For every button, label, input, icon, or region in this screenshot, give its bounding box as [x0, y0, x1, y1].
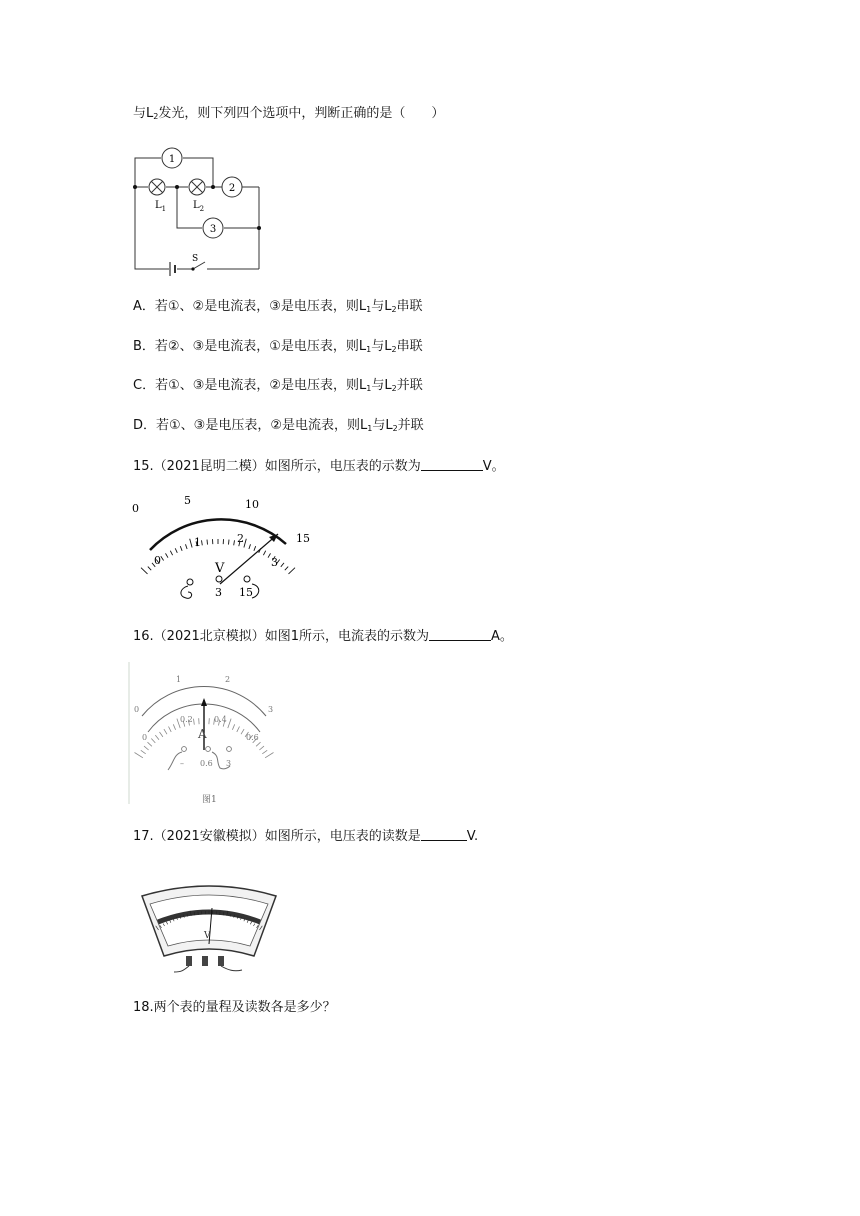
scale-tick: [141, 750, 146, 754]
lamp-l2-label: $L_2$: [193, 200, 205, 213]
scale-tick: [161, 556, 164, 560]
terminal-3-label: 3: [226, 759, 232, 768]
scale-tick: [232, 724, 234, 730]
terminal-3: [227, 747, 232, 752]
scale-tick: [190, 539, 192, 548]
scale-tick: [155, 735, 159, 740]
scale-tick: [169, 727, 172, 732]
terminal-minus: [182, 747, 187, 752]
scale-tick: [148, 567, 151, 571]
answer-blank-15[interactable]: [421, 458, 483, 471]
wire-left: [181, 586, 192, 598]
outer-label-2: 2: [225, 675, 231, 684]
outer-label-1: 1: [176, 675, 182, 684]
scale-tick: [259, 746, 264, 750]
meter-3-label: 3: [209, 224, 217, 235]
pointer-tip: [201, 698, 207, 706]
question-18: 18.两个表的量程及读数各是多少？: [133, 1000, 336, 1015]
scale-tick: [166, 553, 169, 557]
inner-label-0.4: 0.4: [214, 715, 227, 724]
wire-right: [252, 584, 259, 598]
terminal-minus: [187, 579, 193, 585]
answer-blank-17[interactable]: [421, 828, 467, 841]
scale-tick: [202, 540, 203, 545]
lamp-l1-label: $L_1$: [155, 200, 167, 213]
question-intro: 与$L_2$发光，则下列四个选项中，判断正确的是（ ）: [133, 106, 445, 121]
scale-tick: [241, 729, 244, 734]
scale-tick: [244, 539, 246, 548]
terminal-15: [244, 576, 250, 582]
terminal-0.6: [206, 747, 211, 752]
scale-tick: [141, 568, 148, 574]
scale-tick: [228, 719, 231, 729]
scale-tick: [265, 753, 273, 758]
scale-tick: [135, 753, 143, 758]
inner-label-3: 3: [271, 556, 278, 569]
scale-tick: [249, 544, 251, 549]
outer-label-3: 3: [268, 705, 274, 714]
scale-tick: [207, 540, 208, 545]
scale-tick: [164, 729, 167, 734]
lamp-l2: [189, 179, 205, 195]
outer-label-0: 0: [134, 705, 140, 714]
scale-tick: [237, 727, 240, 732]
inner-label-2: 2: [237, 532, 244, 545]
lamp-l1: [149, 179, 165, 195]
outer-label-10: 10: [245, 498, 259, 511]
terminal-3-label: 3: [215, 586, 222, 599]
inner-label-1: 1: [194, 536, 201, 549]
meter-1-label: 1: [168, 154, 176, 165]
answer-blank-16[interactable]: [429, 628, 491, 641]
terminal-0.6-label: 0.6: [200, 759, 213, 768]
scale-tick: [256, 742, 260, 746]
scale-tick: [262, 750, 267, 754]
scale-tick: [186, 544, 188, 549]
scale-tick: [194, 719, 195, 725]
terminal-15-label: 15: [239, 586, 253, 599]
question-15: 15.（2021昆明二模）如图所示，电压表的示数为 V。: [133, 459, 505, 474]
outer-label-15: 15: [296, 532, 310, 545]
terminal-minus: [186, 956, 192, 966]
voltmeter-symbol: V: [215, 561, 225, 576]
scale-tick: [263, 551, 265, 556]
inner-label-0: 0: [142, 733, 148, 742]
voltmeter-symbol: V: [204, 931, 211, 941]
scale-tick: [170, 551, 172, 556]
scale-tick: [148, 742, 152, 746]
circuit-diagram: [125, 140, 275, 280]
outer-label-5: 5: [184, 494, 191, 507]
inner-label-0.6: 0.6: [246, 733, 259, 742]
scale-tick: [285, 567, 288, 571]
scale-tick: [144, 746, 149, 750]
terminal-minus-label: –: [180, 759, 184, 768]
voltmeter-figure-15: [128, 492, 318, 604]
scale-tick: [289, 568, 296, 574]
outer-label-0: 0: [132, 502, 139, 515]
terminal-3: [202, 956, 208, 966]
scale-tick: [160, 732, 163, 737]
meter-2-label: 2: [228, 183, 236, 194]
terminal-15: [218, 956, 224, 966]
inner-label-0.2: 0.2: [180, 715, 193, 724]
question-16: 16.（2021北京模拟）如图1所示，电流表的示数为 A。: [133, 629, 513, 644]
terminal-3: [216, 576, 222, 582]
option-c: C．若①、③是电流表，②是电压表，则$L_1$与$L_2$并联: [133, 378, 423, 393]
voltmeter-figure-17: [138, 882, 280, 974]
scale-tick: [180, 546, 182, 551]
option-d: D．若①、③是电压表，②是电流表，则$L_1$与$L_2$并联: [133, 418, 424, 433]
scale-tick: [254, 546, 256, 551]
figure-caption: 图1: [202, 795, 217, 805]
scale-tick: [173, 724, 175, 730]
scale-tick: [175, 548, 177, 553]
option-b: B．若②、③是电流表，①是电压表，则$L_1$与$L_2$串联: [133, 339, 423, 354]
scale-tick: [281, 563, 284, 567]
ammeter-symbol: A: [198, 727, 207, 741]
switch-label: S: [192, 254, 199, 264]
ammeter-figure-16: [128, 662, 278, 806]
option-a: A．若①、②是电流表，③是电压表，则$L_1$与$L_2$串联: [133, 299, 423, 314]
scale-tick: [229, 540, 230, 545]
scale-tick: [234, 540, 235, 545]
inner-label-0: 0: [154, 554, 161, 567]
scale-tick: [151, 739, 155, 743]
question-17: 17.（2021安徽模拟）如图所示，电压表的读数是 V.: [133, 829, 479, 844]
